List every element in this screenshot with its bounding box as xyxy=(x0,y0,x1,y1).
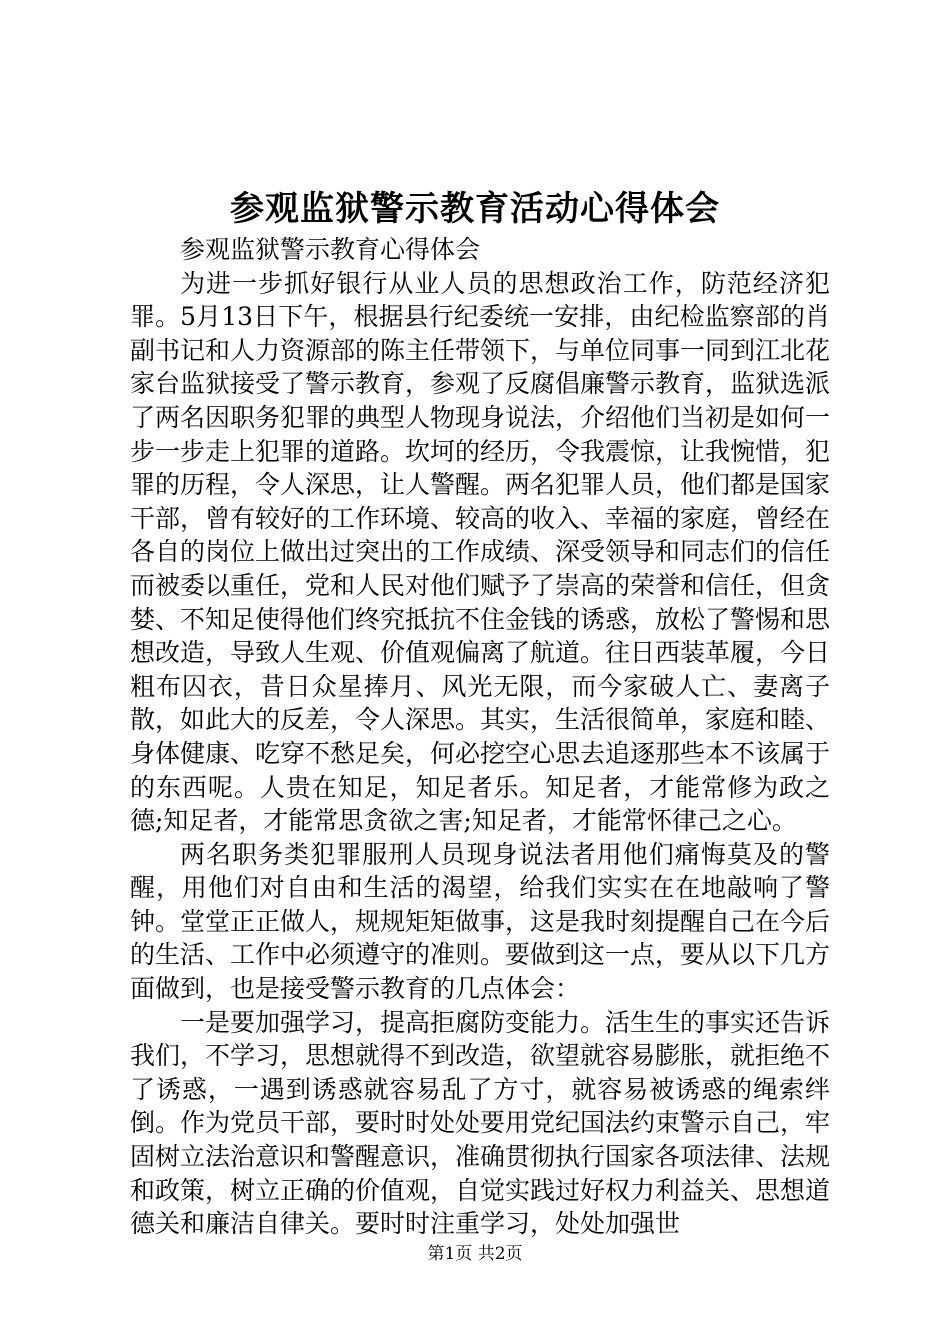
page-number-footer: 第1页 共2页 xyxy=(427,1244,523,1264)
document-title: 参观监狱警示教育活动心得体会 xyxy=(230,189,720,229)
body-paragraph: 两名职务类犯罪服刑人员现身说法者用他们痛悔莫及的警醒，用他们对自由和生活的渴望，给我们实实在在地敲响了警钟。堂堂正正做人，规规矩矩做事，这是我时刻提醒自己在今后的生活、工作中必须遵守的准则。要做到这一点，要从以下几方面做到，也是接受警示教育的几点体会： xyxy=(130,839,831,1004)
body-paragraph: 一是要加强学习，提高拒腐防变能力。活生生的事实还告诉我们，不学习，思想就得不到改造，欲望就容易膨胀，就拒绝不了诱惑，一遇到诱惑就容易乱了方寸，就容易被诱惑的绳索绊倒。作为党员干部，要时时处处要用党纪国法约束警示自己，牢固树立法治意识和警醒意识，准确贯彻执行国家各项法律、法规和政策，树立正确的价值观，自觉实践过好权力利益关、思想道德关和廉洁自律关。要时时注重学习，处处加强世 xyxy=(130,1007,831,1239)
body-paragraph: 为进一步抓好银行从业人员的思想政治工作，防范经济犯罪。5月13日下午，根据县行纪委统一安排，由纪检监察部的肖副书记和人力资源部的陈主任带领下，与单位同事一同到江北花家台监狱接受了警示教育，参观了反腐倡廉警示教育，监狱选派了两名因职务犯罪的典型人物现身说法，介绍他们当初是如何一步一步走上犯罪的道路。坎坷的经历，令我震惊，让我惋惜，犯罪的历程，令人深思，让人警醒。两名犯罪人员，他们都是国家干部，曾有较好的工作环境、较高的收入、幸福的家庭，曾经在各自的岗位上做出过突出的工作成绩、深受领导和同志们的信任而被委以重任，党和人民对他们赋予了崇高的荣誉和信任，但贪婪、不知足使得他们终究抵抗不住金钱的诱惑，放松了警惕和思想改造，导致人生观、价值观偏离了航道。往日西装革履，今日粗布囚衣，昔日众星捧月、风光无限，而今家破人亡、妻离子散，如此大的反差，令人深思。其实，生活很简单，家庭和睦、身体健康、吃穿不愁足矣，何必挖空心思去追逐那些本不该属于的东西呢。人贵在知足，知足者乐。知足者，才能常修为政之德;知足者，才能常思贪欲之害;知足者，才能常怀律己之心。 xyxy=(130,268,831,836)
subtitle-paragraph: 参观监狱警示教育心得体会 xyxy=(180,235,481,264)
document-body xyxy=(130,233,830,1241)
